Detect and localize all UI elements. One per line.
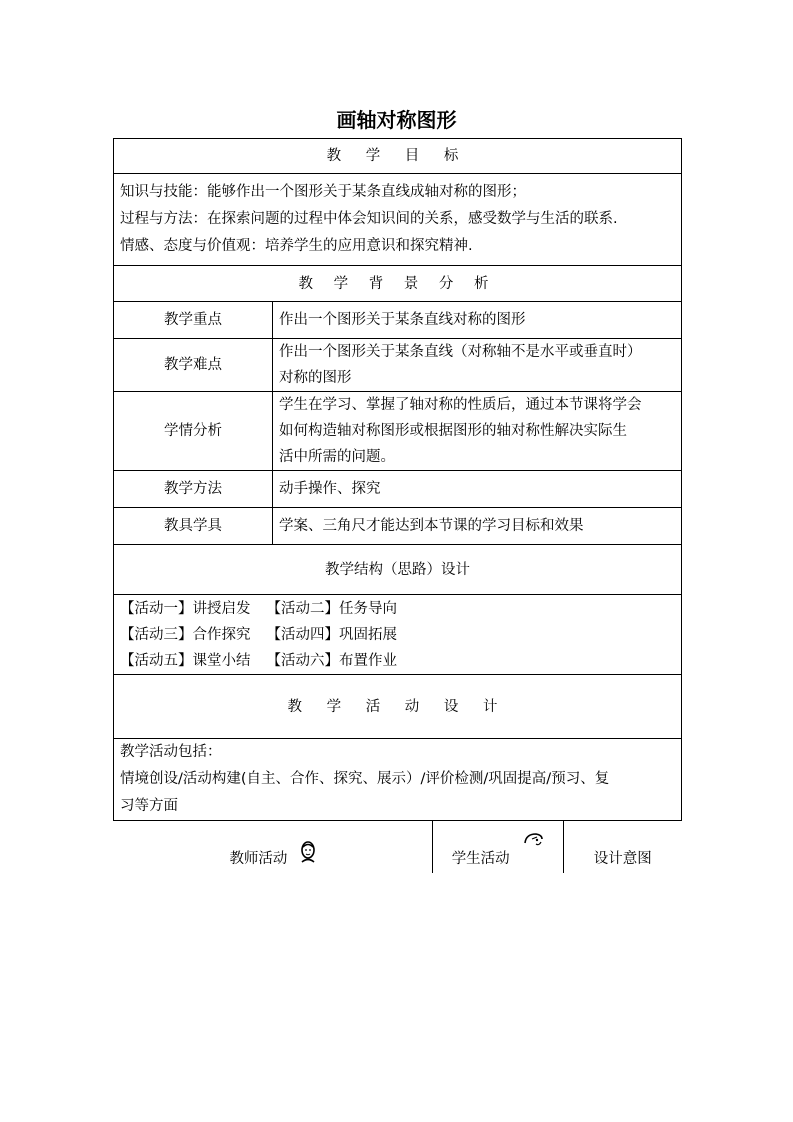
background-row-students (114, 392, 682, 471)
teacher-activity-header (114, 821, 433, 873)
design-intent-header: 设计意图 (593, 851, 652, 867)
row-content (273, 508, 682, 545)
structure-row (114, 595, 682, 675)
background-row-focus (114, 302, 682, 339)
lesson-plan-table (113, 138, 682, 873)
design-text: 习等方面 (120, 798, 178, 814)
background-row-tools (114, 508, 682, 545)
document-title: 画轴对称图形 (336, 108, 457, 132)
activity-item: 【活动四】巩固拓展 (266, 626, 397, 643)
objective-knowledge: 知识与技能：能够作出一个图形关于某条直线成轴对称的图形； (120, 184, 526, 200)
design-header: 教 学 活 动 设 计 (114, 675, 682, 739)
row-text: 动手操作、探究 (279, 481, 381, 497)
design-text: 教学活动包括： (120, 744, 222, 760)
row-text: 如何构造轴对称图形或根据图形的轴对称性解决实际生 (279, 423, 627, 439)
structure-header-row (114, 545, 682, 595)
teacher-portrait-icon (300, 841, 316, 869)
design-row (114, 739, 682, 821)
objective-process: 过程与方法：在探索问题的过程中体会知识间的关系，感受数学与生活的联系. (120, 211, 618, 227)
design-header-row (114, 675, 682, 739)
row-label: 教学重点 (114, 302, 273, 339)
activity-line (120, 622, 675, 648)
background-row-method (114, 471, 682, 508)
row-text: 学生在学习、掌握了轴对称的性质后，通过本节课将学会 (279, 397, 642, 413)
row-content (273, 392, 682, 471)
row-label: 教具学具 (114, 508, 273, 545)
activity-line (120, 596, 675, 622)
activity-item: 【活动六】布置作业 (266, 652, 397, 669)
student-face-icon (522, 831, 544, 857)
row-text: 作出一个图形关于某条直线（对称轴不是水平或垂直时） (279, 344, 642, 360)
activity-item: 【活动三】合作探究 (120, 626, 251, 643)
row-content (273, 339, 682, 392)
row-label: 学情分析 (114, 392, 273, 471)
row-label: 教学难点 (114, 339, 273, 392)
structure-activities (114, 595, 682, 675)
activity-columns (114, 821, 682, 874)
activity-item: 【活动五】课堂小结 (120, 652, 251, 669)
design-text: 情境创设/活动构建(自主、合作、探究、展示）/评价检测/巩固提高/预习、复 (120, 771, 610, 787)
row-text: 学案、三角尺才能达到本节课的学习目标和效果 (279, 518, 584, 534)
objectives-header: 教 学 目 标 (114, 139, 682, 174)
background-row-difficulty (114, 339, 682, 392)
row-text: 对称的图形 (279, 370, 352, 386)
objectives-content (114, 174, 682, 266)
activity-item: 【活动一】讲授启发 (120, 600, 251, 617)
activity-columns-row (114, 821, 682, 874)
background-header-row (114, 266, 682, 302)
row-content (273, 302, 682, 339)
design-content (114, 739, 682, 821)
objectives-row (114, 174, 682, 266)
teacher-activity-label: 教师活动 (229, 851, 288, 867)
background-header: 教 学 背 景 分 析 (114, 266, 682, 302)
row-text: 作出一个图形关于某条直线对称的图形 (279, 312, 526, 328)
row-content (273, 471, 682, 508)
structure-header: 教学结构（思路）设计 (114, 545, 682, 595)
row-label: 教学方法 (114, 471, 273, 508)
activity-line (120, 648, 675, 674)
student-activity-header (433, 821, 564, 873)
objective-attitude: 情感、态度与价值观：培养学生的应用意识和探究精神. (120, 238, 473, 254)
objectives-header-row (114, 139, 682, 174)
activity-item: 【活动二】任务导向 (266, 600, 397, 617)
student-activity-label: 学生活动 (451, 851, 510, 867)
row-text: 活中所需的问题。 (279, 449, 395, 465)
